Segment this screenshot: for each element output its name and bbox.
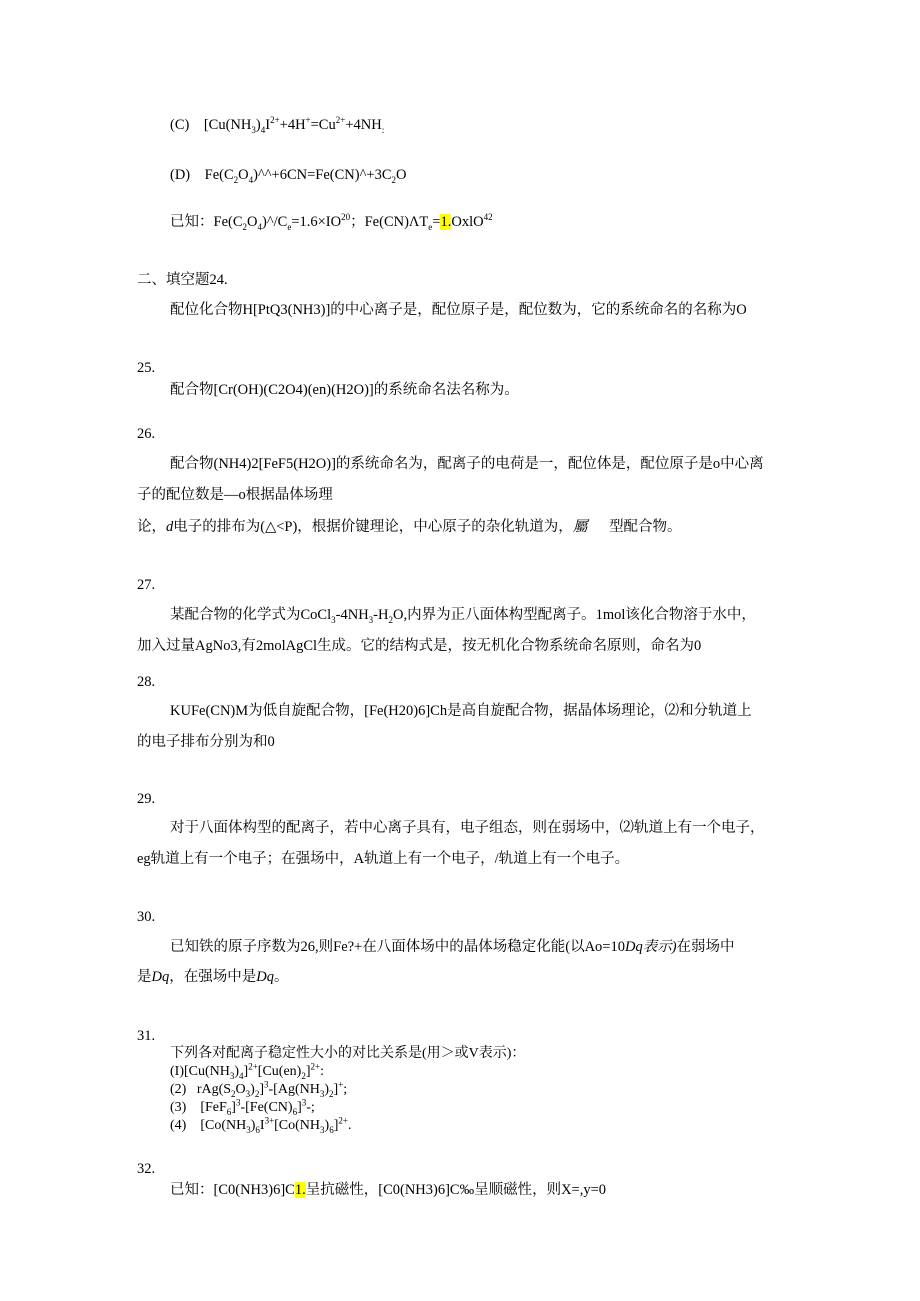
question-25: 配合物[Cr(OH)(C2O4)(en)(H2O)]的系统命名法名称为。	[170, 382, 519, 398]
highlight-mark: 1.	[294, 1182, 306, 1198]
number-30: 30.	[137, 909, 156, 925]
question-28-line-2: 的电子排布分别为和0	[137, 734, 275, 750]
question-28-line-1: KUFe(CN)M为低自旋配合物，[Fe(H20)6]Ch是高自旋配合物，据晶体场理论，⑵和分轨道上	[170, 703, 752, 719]
question-31-item-3: (3) $[FeF_6]^3-[Fe(CN)_6]^3-$;	[170, 1097, 315, 1117]
question-29-line-1: 对于八面体构型的配离子，若中心离子具有，电子组态，则在弱场中，⑵轨道上有一个电子，	[170, 820, 765, 836]
question-29-line-2: eg轨道上有一个电子；在强场中，A轨道上有一个电子，/轨道上有一个电子。	[137, 851, 630, 867]
question-31-item-1: $(I)[Cu(NH_3)_4]^{2+}[Cu(en)_2]^{2+}$:	[170, 1061, 324, 1081]
question-26-line-2: 子的配位数是—o根据晶体场理	[137, 487, 333, 503]
question-27-line-2: 加入过量AgNo3,有2molAgCl生成。它的结构式是，按无机化合物系统命名原则，命名为0	[137, 638, 702, 654]
number-28: 28.	[137, 674, 156, 690]
question-26-line-3: 论，d电子的排布为(△<P)，根据价键理论，中心原子的杂化轨道为，屬 型配合物。	[137, 519, 682, 535]
option-c: (C) [$Cu(NH_3)_4I^{2+}+4H^+=Cu^{2+}+4NH_:$	[170, 115, 385, 135]
option-d: (D) $Fe(C_2O_4)\^{}\^{}+6CN=Fe(CN)\^{}+3C_2O$	[170, 167, 407, 185]
question-27-line-1: 某配合物的化学式为$CoCl_3-4NH_3-H_2O$,内界为正八面体构型配离子。1mol该化合物溶于水中，	[170, 607, 756, 625]
section-2-heading: 二、填空题24.	[137, 272, 228, 288]
question-31-item-2: (2) $rAg(S_2O_3)_2]^3-[Ag(NH_3)_2]^+$;	[170, 1079, 348, 1099]
question-26-line-1: 配合物(NH4)2[FeF5(H2O)]的系统命名为，配离子的电荷是一，配位体是，配位原子是o中心离	[170, 456, 764, 472]
number-26: 26.	[137, 426, 156, 442]
number-25: 25.	[137, 360, 156, 376]
question-30-line-2: 是Dq，在强场中是Dq。	[137, 969, 289, 985]
number-27: 27.	[137, 577, 156, 593]
question-30-line-1: 已知铁的原子序数为26,则Fe?+在八面体场中的晶体场稳定化能(以Ao=10Dq表示)在弱场中	[170, 939, 735, 955]
known-constants: 已知：$Fe(C_2O_4)\^{}/C_e=1.6\times IO^{20}$；$Fe(CN)\Lambda T_e=1.OxlO^{42}$	[170, 212, 493, 232]
number-29: 29.	[137, 791, 156, 807]
question-32: 已知：[C0(NH3)6]C1.呈抗磁性，[C0(NH3)6]C‰呈顺磁性，则X=,y=0	[170, 1182, 607, 1198]
number-32: 32.	[137, 1161, 156, 1177]
number-31: 31.	[137, 1028, 156, 1044]
question-24: 配位化合物H[PtQ3(NH3)]的中心离子是，配位原子是，配位数为，它的系统命名的名称为O	[170, 302, 747, 318]
question-31-intro: 下列各对配离子稳定性大小的对比关系是(用＞或V表示)：	[170, 1046, 526, 1061]
question-31-item-4: (4) [$Co(NH_3)_6I^{3+}[Co(NH_3)_6]^{2+}$.	[170, 1115, 352, 1135]
